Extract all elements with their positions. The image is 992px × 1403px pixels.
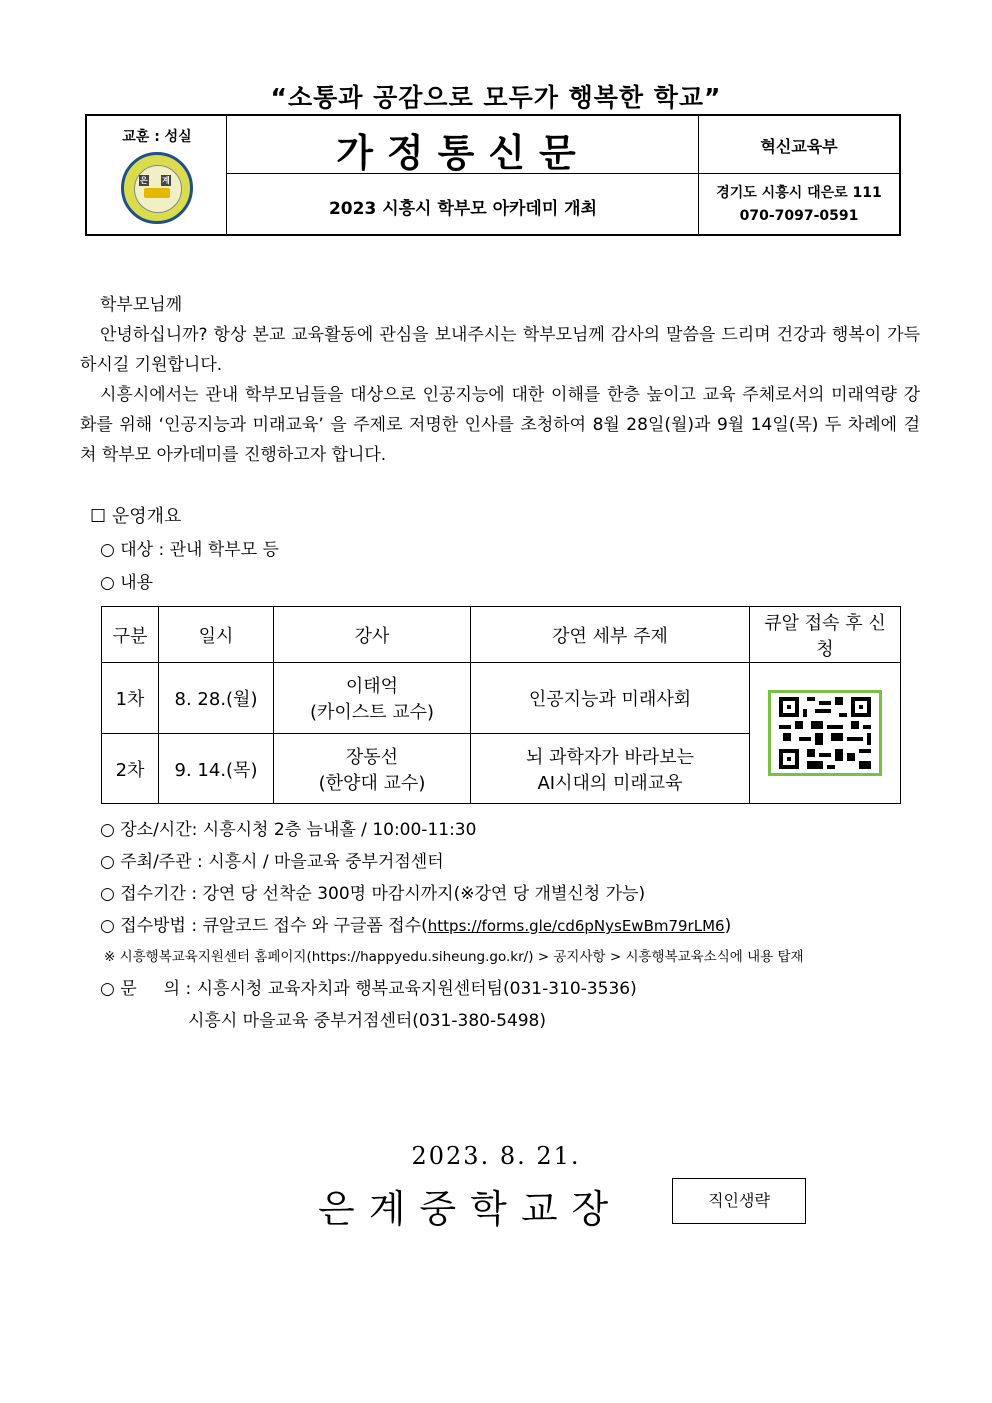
letter-body: [80, 320, 920, 470]
emblem-char-right: 계: [162, 176, 170, 185]
contact-secondary: 시흥시 마을교육 중부거점센터(031-380-5498): [188, 1011, 546, 1031]
method-close: ): [724, 916, 732, 936]
header-no: 구분: [102, 607, 159, 663]
paragraph-1: 안녕하십니까? 항상 본교 교육활동에 관심을 보내주시는 학부모님께 감사의 말씀을 드리며 건강과 행복이 가득하시길 기원합니다.: [80, 325, 920, 375]
qr-cell: [750, 663, 901, 804]
letter-header: [85, 114, 901, 236]
row-no: 2차: [102, 734, 159, 804]
row-lecturer: [274, 663, 471, 734]
issue-date: 2023. 8. 21.: [411, 1142, 581, 1170]
qr-code-icon[interactable]: [768, 690, 882, 776]
principal-signature: 은계중학교장: [318, 1187, 623, 1231]
school-phone: 070-7097-0591: [739, 208, 859, 224]
school-address: 경기도 시흥시 대은로 111: [716, 185, 882, 201]
seal-box: 직인생략: [672, 1178, 806, 1224]
detail-method: [100, 911, 731, 936]
school-emblem-icon: [121, 152, 193, 224]
topic-line: 인공지능과 미래사회: [528, 689, 692, 710]
subtitle-cell: [227, 174, 699, 234]
department-name: 혁신교육부: [760, 137, 838, 156]
title-cell: [227, 116, 699, 174]
row-no: 1차: [102, 663, 159, 734]
google-form-link[interactable]: https://forms.gle/cd6pNysEwBm79rLM6: [427, 917, 725, 935]
dept-cell: [699, 116, 899, 174]
school-motto: 교훈 : 성실: [122, 129, 192, 145]
row-topic: [471, 663, 750, 734]
school-slogan: “소통과 공감으로 모두가 행복한 학교”: [270, 83, 722, 112]
detail-host: ○ 주최/주관 : 시흥시 / 마을교육 중부거점센터: [100, 852, 444, 872]
detail-period: ○ 접수기간 : 강연 당 선착순 300명 마감시까지(※강연 당 개별신청 가능): [100, 884, 646, 904]
lecturer-affiliation: (카이스트 교수): [309, 702, 435, 723]
overview-heading: ☐ 운영개요: [90, 506, 182, 527]
method-text: ○ 접수방법 : 큐알코드 접수 와 구글폼 접수(: [100, 916, 428, 936]
row-date: 9. 14.(목): [159, 734, 274, 804]
overview-content: ○ 내용: [100, 573, 154, 593]
motto-cell: [87, 116, 227, 234]
topic-line: AI시대의 미래교육: [537, 772, 683, 794]
notice-note: ※ 시흥행복교육지원센터 홈페이지(https://happyedu.siheung.go.kr/) > 공지사항 > 시흥행복교육소식에 내용 탑재: [104, 949, 804, 965]
row-topic: [471, 734, 750, 804]
detail-place: ○ 장소/시간: 시흥시청 2층 늠내홀 / 10:00-11:30: [100, 820, 477, 840]
topic-line: 뇌 과학자가 바라보는: [526, 746, 694, 768]
lecturer-name: 장동선: [345, 746, 399, 768]
header-topic: 강연 세부 주제: [471, 607, 750, 663]
table-header-row: [102, 607, 901, 663]
lecturer-name: 이태억: [345, 676, 399, 697]
lecturer-affiliation: (한양대 교수): [318, 772, 426, 794]
paragraph-2: 시흥시에서는 관내 학부모님들을 대상으로 인공지능에 대한 이해를 한층 높이고 교육 주체로서의 미래역량 강화를 위해 ‘인공지능과 미래교육’ 을 주제로 저명한 인사를 초청하여 8월 28일(월)과 9월 14일(목) 두 차례에 걸쳐 학부모 아카데미를 진행하고자 합니다.: [80, 385, 920, 465]
header-lecturer: 강사: [274, 607, 471, 663]
header-qr: 큐알 접속 후 신청: [750, 607, 901, 663]
contact-primary: ○ 문 의 : 시흥시청 교육자치과 행복교육지원센터팀(031-310-3536): [100, 979, 637, 999]
schedule-table: [101, 606, 901, 804]
overview-target: ○ 대상 : 관내 학부모 등: [100, 540, 279, 560]
document-subtitle: 2023 시흥시 학부모 아카데미 개최: [328, 199, 598, 219]
greeting: 학부모님께: [100, 295, 183, 315]
row-date: 8. 28.(월): [159, 663, 274, 734]
header-date: 일시: [159, 607, 274, 663]
row-lecturer: [274, 734, 471, 804]
document-title: 가정통신문: [336, 131, 590, 175]
emblem-char-left: 은: [140, 176, 148, 185]
table-row: [102, 663, 901, 734]
contact-cell: [699, 174, 899, 234]
